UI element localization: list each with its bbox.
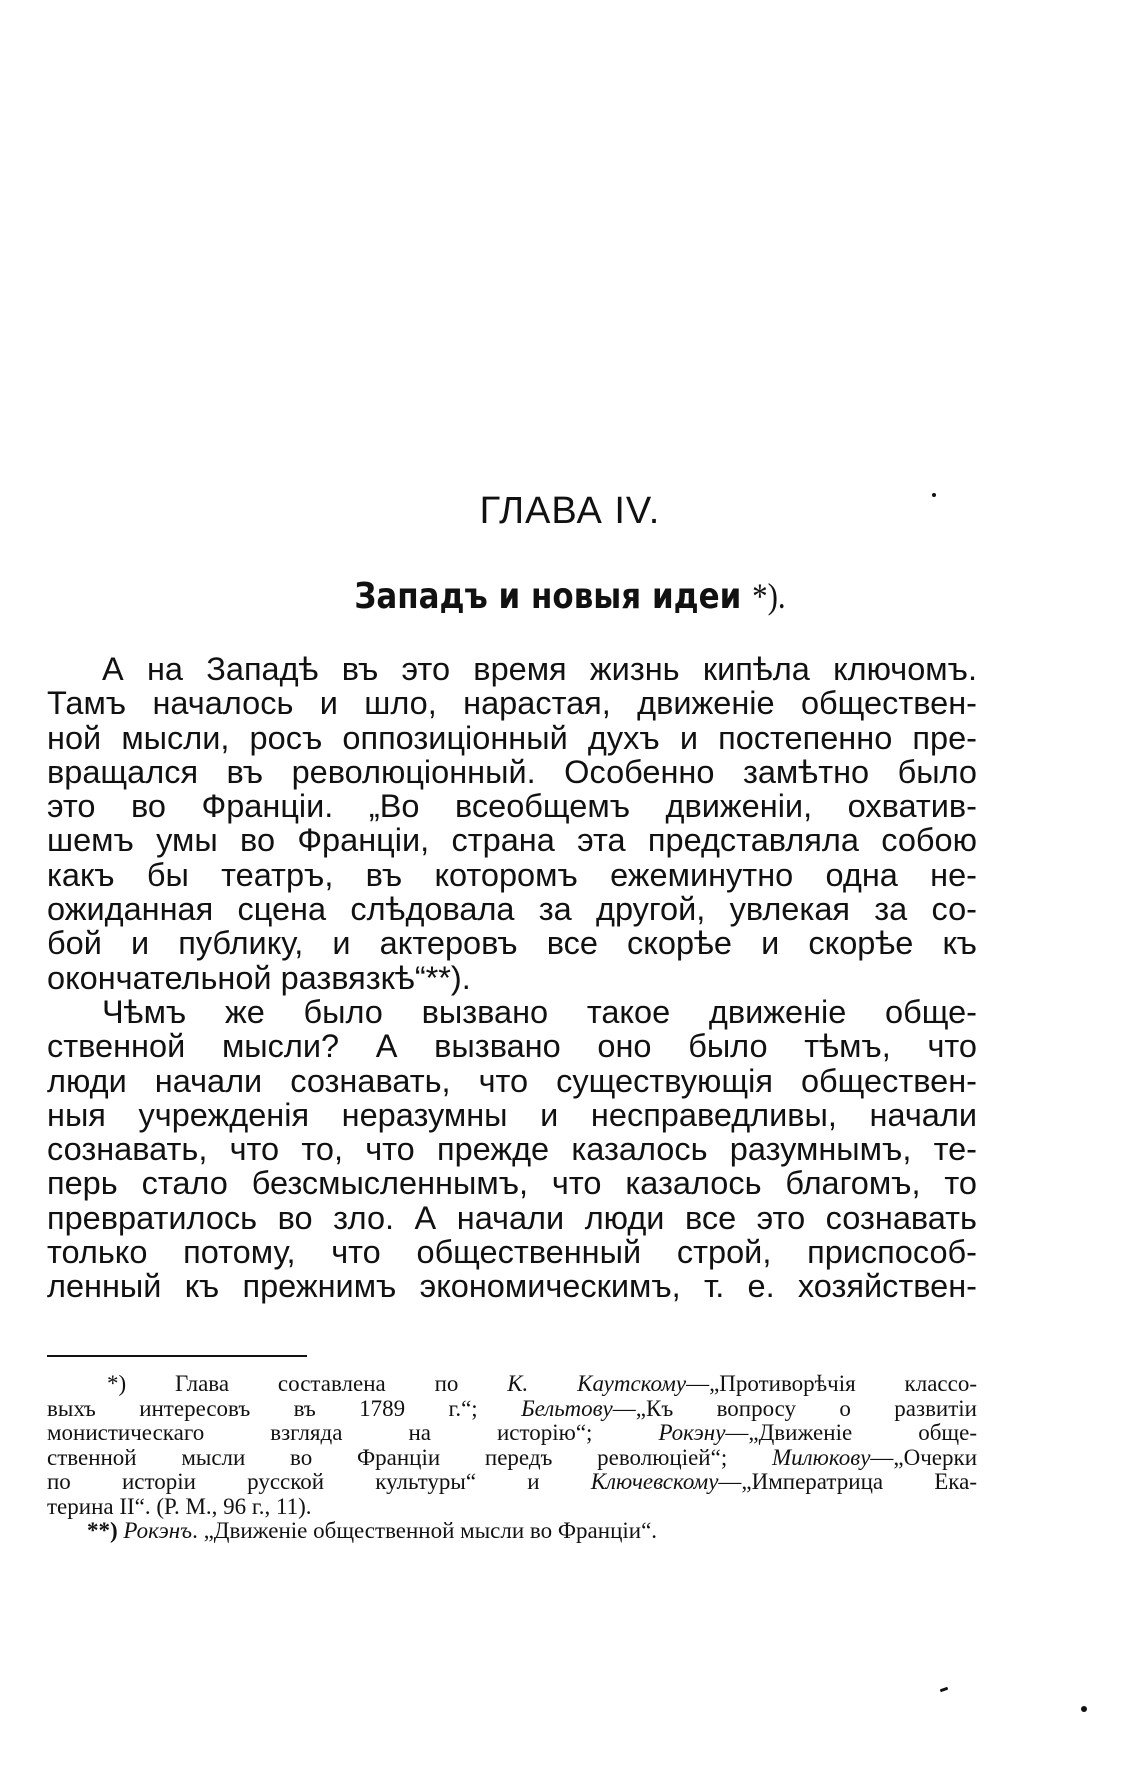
body-line: А на Западѣ въ это время жизнь кипѣла ключомъ. [102,651,977,687]
footnotes [47,1372,977,1544]
body-line: сознавать, что то, что прежде казалось разумнымъ, те- [47,1131,977,1168]
footnote-line: **) Рокэнъ. „Движеніе общественной мысли во Франціи“. [87,1518,658,1543]
body-line: какъ бы театръ, въ которомъ ежеминутно одна не- [47,856,977,893]
footnote-line: *) Глава составлена по К. Каутскому—„Противорѣчія классо- [107,1371,977,1396]
section-title [80,575,1060,617]
section-footnote-mark: *). [752,576,786,616]
body-line: Тамъ началось и шло, нарастая, движеніе обществен- [47,685,977,722]
body-line: перь стало безсмысленнымъ, что казалось благомъ, то [47,1165,977,1202]
body-line: превратилось во зло. А начали люди все это сознавать [47,1199,977,1236]
body-line: ленный къ прежнимъ экономическимъ, т. е. хозяйствен- [47,1268,977,1305]
body-line: ожиданная сцена слѣдовала за другой, увлекая за со- [47,891,977,928]
body-line: это во Франціи. „Во всеобщемъ движеніи, охватив- [47,788,977,825]
footnote-line: ственной мысли во Франціи передъ революціей“; Милюкову—„Очерки [47,1444,977,1470]
body-line: ной мысли, росъ оппозиціонный духъ и постепенно пре- [47,719,977,756]
body-line: шемъ умы во Франціи, страна эта представляла собою [47,822,977,859]
body-line: только потому, что общественный строй, приспособ- [47,1234,977,1271]
body-line: ственной мысли? А вызвано оно было тѣмъ, что [47,1028,977,1065]
body-text [47,652,977,1304]
footnote-line: монистическаго взгляда на исторію“; Рокэну—„Движеніе обще- [47,1420,977,1445]
scan-speck [932,493,936,497]
body-line: ныя учрежденія неразумны и несправедливы, начали [47,1096,977,1133]
footnote-divider [47,1355,307,1357]
body-line: бой и публику, и актеровъ все скорѣе и скорѣе къ [47,925,977,962]
scan-speck [940,1687,949,1693]
body-line: окончательной развязкѣ“**). [47,959,471,996]
scan-speck [1081,1706,1087,1712]
body-line: Чѣмъ же было вызвано такое движеніе обще- [102,993,977,1030]
body-line: люди начали сознавать, что существующія обществен- [47,1062,977,1099]
footnote-line: по исторіи русской культуры“ и Ключевскому—„Императрица Ека- [47,1469,978,1494]
footnote-line: выхъ интересовъ въ 1789 г.“; Бельтову—„Къ вопросу о развитіи [47,1395,977,1421]
chapter-title: ГЛАВА IV. [479,490,661,532]
body-line: вращался въ революціонный. Особенно замѣтно было [47,753,977,790]
section-title-text: Западъ и новыя идеи [354,576,742,617]
footnote-line: терина II“. (Р. М., 96 г., 11). [47,1493,312,1519]
